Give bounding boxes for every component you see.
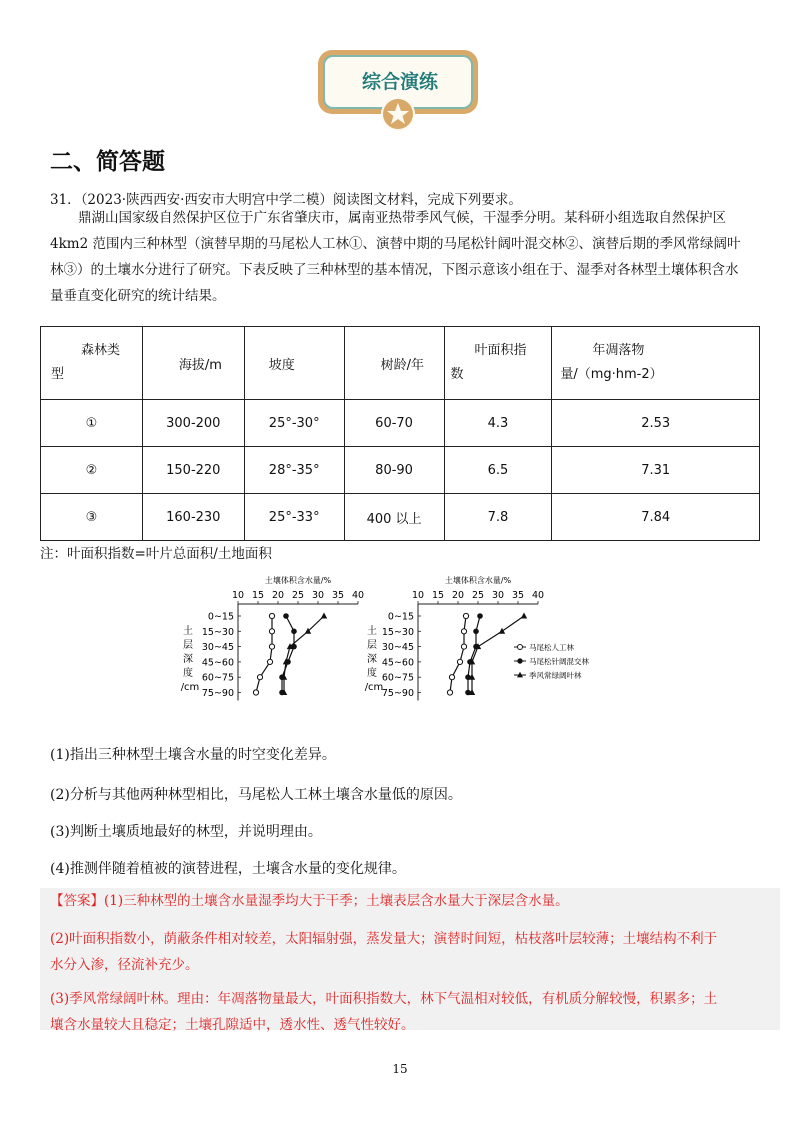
data-point [269, 629, 274, 634]
y-axis-label: 度 [183, 668, 193, 679]
header-cell: 森林类 型 [41, 327, 143, 400]
table-cell: 150-220 [142, 447, 244, 494]
section-badge [318, 50, 478, 114]
data-point [449, 675, 454, 680]
y-tick-label: 60~75 [381, 672, 414, 684]
x-tick-label: 30 [491, 590, 505, 601]
data-point [457, 659, 462, 664]
table-cell: ① [41, 400, 143, 447]
table-header-row [41, 327, 760, 400]
y-tick-label: 15~30 [201, 626, 234, 638]
answer-3-line-1: (3)季风常绿阔叶林。理由：年凋落物量最大，叶面积指数大，林下气温相对较低，有机质分解较慢，积累多；土 [50, 991, 718, 1007]
header-cell: 坡度 [244, 327, 344, 400]
sub-question-1: (1)指出三种林型土壤含水量的时空变化差异。 [50, 747, 336, 763]
table-cell: 7.31 [552, 447, 760, 494]
legend-label: 季风常绿阔叶林 [529, 671, 582, 680]
x-tick-label: 25 [471, 590, 485, 601]
legend-label: 马尾松针阔混交林 [529, 657, 589, 666]
header-cell: 年凋落物 量/（mg·hm-2） [552, 327, 760, 400]
series-line [468, 616, 480, 693]
y-tick-label: 60~75 [201, 672, 234, 684]
data-point [499, 628, 505, 634]
answer-tag: 【答案】 [50, 893, 104, 909]
y-tick-label: 0~15 [387, 611, 414, 623]
y-axis-label: 土 [183, 626, 193, 637]
table-cell: 300-200 [142, 400, 244, 447]
data-point [291, 629, 297, 635]
series-line [450, 616, 466, 693]
y-axis-label: /cm [180, 682, 200, 693]
table-row [41, 494, 760, 541]
data-point [267, 659, 272, 664]
question-intro: 鼎湖山国家级自然保护区位于广东省肇庆市，属南亚热带季风气候，干湿季分明。某科研小组选取自然保护区 4km2 范围内三种林型（演替早期的马尾松人工林①、演替中期的马尾松针阔叶混交林②、演替后期的季风常绿阔叶林③）的土壤水分进行了研究。下表反映了三种林型的基本情况，下图示意该小组在于、湿季对各林型土壤体积含水量垂直变化研究的统计结果。 [50, 210, 741, 304]
x-tick-label: 10 [411, 590, 425, 601]
series-line [256, 616, 272, 693]
star-icon [380, 96, 416, 132]
sub-question-4: (4)推测伴随着植被的演替进程，土壤含水量的变化规律。 [50, 861, 406, 877]
y-tick-label: 0~15 [207, 611, 234, 623]
y-tick-label: 30~45 [201, 642, 234, 654]
chart-title: 土壤体积含水量/% [264, 576, 332, 585]
table-cell: 7.84 [552, 494, 760, 541]
x-tick-label: 15 [431, 590, 445, 601]
series-line [472, 616, 524, 693]
question-number: 31． [50, 192, 81, 208]
data-point [477, 613, 483, 619]
x-tick-label: 35 [331, 590, 345, 601]
table-cell: 160-230 [142, 494, 244, 541]
question-source: （2023·陕西西安·西安市大明宫中学二模）阅读图文材料，完成下列要求。 [80, 192, 522, 208]
page-number: 15 [392, 1062, 408, 1076]
data-point [257, 675, 262, 680]
answer-2-line-1: (2)叶面积指数小，荫蔽条件相对较差，太阳辐射强，蒸发量大；演替时间短，枯枝落叶层较薄；土壤结构不利于 [50, 931, 718, 947]
table-cell: 2.53 [552, 400, 760, 447]
data-point [269, 644, 274, 649]
y-axis-label: /cm [364, 682, 384, 693]
header-cell: 海拔/m [142, 327, 244, 400]
y-tick-label: 45~60 [381, 657, 414, 669]
y-axis-label: 度 [367, 668, 377, 679]
y-tick-label: 75~90 [201, 688, 234, 699]
table-cell: 80-90 [344, 447, 444, 494]
y-axis-label: 层 [367, 640, 377, 651]
y-tick-label: 75~90 [381, 688, 414, 699]
header-cell: 树龄/年 [344, 327, 444, 400]
answer-1: 【答案】(1)三种林型的土壤含水量湿季均大于干季；土壤表层含水量大于深层含水量。 [50, 893, 569, 909]
x-tick-label: 35 [511, 590, 525, 601]
table-cell: ② [41, 447, 143, 494]
data-point [473, 629, 479, 635]
table-cell: 400 以上 [344, 494, 444, 541]
data-point [521, 613, 527, 619]
chart-title: 土壤体积含水量/% [444, 576, 512, 585]
x-tick-label: 15 [251, 590, 265, 601]
table-cell: 4.3 [444, 400, 552, 447]
table-cell: ③ [41, 494, 143, 541]
table-cell: 7.8 [444, 494, 552, 541]
x-tick-label: 40 [351, 590, 365, 601]
x-tick-label: 20 [271, 590, 285, 601]
x-tick-label: 25 [291, 590, 305, 601]
data-point [447, 690, 452, 695]
legend-marker [518, 645, 523, 650]
series-line [284, 616, 324, 693]
table-cell: 60-70 [344, 400, 444, 447]
y-axis-label: 深 [183, 654, 193, 665]
x-tick-label: 30 [311, 590, 325, 601]
answer-3-line-2: 壤含水量较大且稳定；土壤孔隙适中，透水性、透气性较好。 [50, 1017, 415, 1033]
table-row [41, 447, 760, 494]
badge-title: 综合演练 [361, 71, 438, 93]
sub-question-3: (3)判断土壤质地最好的林型，并说明理由。 [50, 824, 322, 840]
legend-marker [517, 658, 522, 663]
soil-moisture-charts [0, 570, 800, 720]
x-tick-label: 10 [231, 590, 245, 601]
data-point [461, 629, 466, 634]
data-point [461, 644, 466, 649]
y-tick-label: 45~60 [201, 657, 234, 669]
x-tick-label: 40 [531, 590, 545, 601]
data-point [269, 613, 274, 618]
header-cell: 叶面积指 数 [444, 327, 552, 400]
sub-question-2: (2)分析与其他两种林型相比，马尾松人工林土壤含水量低的原因。 [50, 787, 462, 803]
table-cell: 28°-35° [244, 447, 344, 494]
data-point [463, 613, 468, 618]
y-axis-label: 层 [183, 640, 193, 651]
x-tick-label: 20 [451, 590, 465, 601]
y-tick-label: 30~45 [381, 642, 414, 654]
data-point [321, 613, 327, 619]
y-axis-label: 深 [367, 654, 377, 665]
legend-label: 马尾松人工林 [529, 643, 574, 652]
table-cell: 6.5 [444, 447, 552, 494]
table-cell: 25°-30° [244, 400, 344, 447]
y-axis-label: 土 [367, 626, 377, 637]
section-title: 二、简答题 [50, 149, 165, 175]
y-tick-label: 15~30 [381, 626, 414, 638]
table-cell: 25°-33° [244, 494, 344, 541]
answer-2-line-2: 水分入渗，径流补充少。 [50, 957, 199, 973]
forest-type-table [40, 326, 760, 541]
data-point [253, 690, 258, 695]
table-note: 注：叶面积指数=叶片总面积/土地面积 [40, 546, 272, 562]
data-point [283, 613, 289, 619]
table-row [41, 400, 760, 447]
